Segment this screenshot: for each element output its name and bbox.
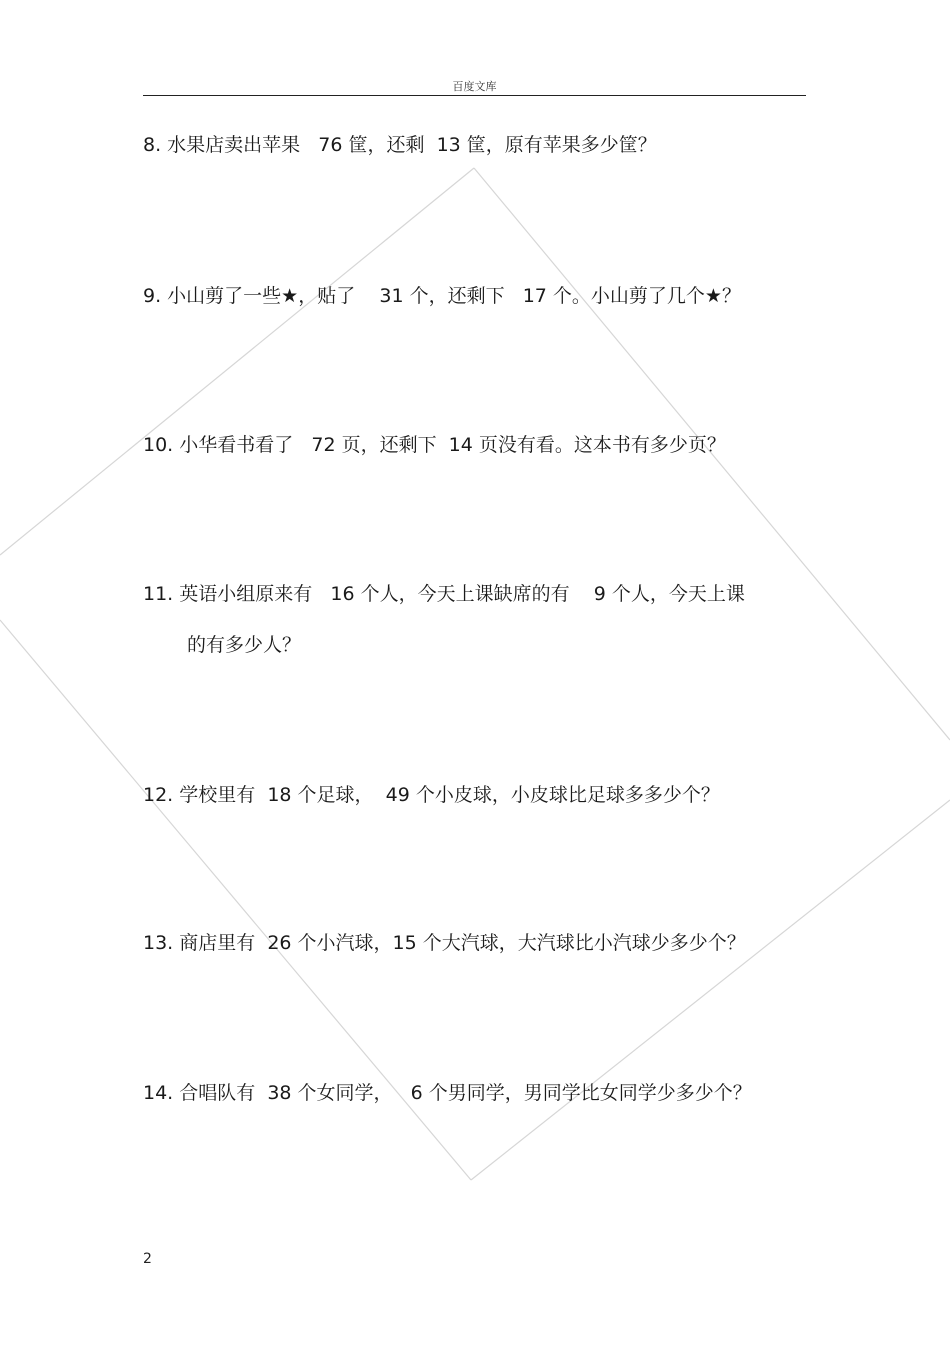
question-number: 11. [143, 583, 174, 605]
question-9 [143, 283, 741, 309]
question-number: 9. [143, 285, 162, 307]
question-10 [143, 432, 726, 458]
question-14 [143, 1080, 752, 1106]
question-number: 10. [143, 434, 174, 456]
question-number: 12. [143, 784, 174, 806]
page-header: 百度文库 [452, 80, 497, 93]
question-text: 小山剪了一些★，贴了 31 个，还剩下 17 个。小山剪了几个★？ [161, 285, 741, 307]
question-12 [143, 782, 720, 808]
question-text: 学校里有 18 个足球， 49 个小皮球，小皮球比足球多多少个？ [173, 784, 720, 806]
header-divider [143, 95, 806, 96]
page-number: 2 [143, 1251, 152, 1267]
question-13 [143, 930, 746, 956]
question-number: 14. [143, 1082, 174, 1104]
question-number: 8. [143, 134, 162, 156]
question-text: 小华看书看了 72 页，还剩下 14 页没有看。这本书有多少页？ [173, 434, 726, 456]
question-8 [143, 132, 657, 158]
question-text: 英语小组原来有 16 个人，今天上课缺席的有 9 个人，今天上课 [173, 583, 745, 605]
question-11 [143, 581, 745, 607]
question-text: 水果店卖出苹果 76 筐，还剩 13 筐，原有苹果多少筐？ [161, 134, 657, 156]
question-11-continuation: 的有多少人？ [187, 634, 302, 656]
question-text: 合唱队有 38 个女同学， 6 个男同学，男同学比女同学少多少个？ [173, 1082, 752, 1104]
question-number: 13. [143, 932, 174, 954]
question-text: 商店里有 26 个小汽球，15 个大汽球，大汽球比小汽球少多少个？ [173, 932, 746, 954]
